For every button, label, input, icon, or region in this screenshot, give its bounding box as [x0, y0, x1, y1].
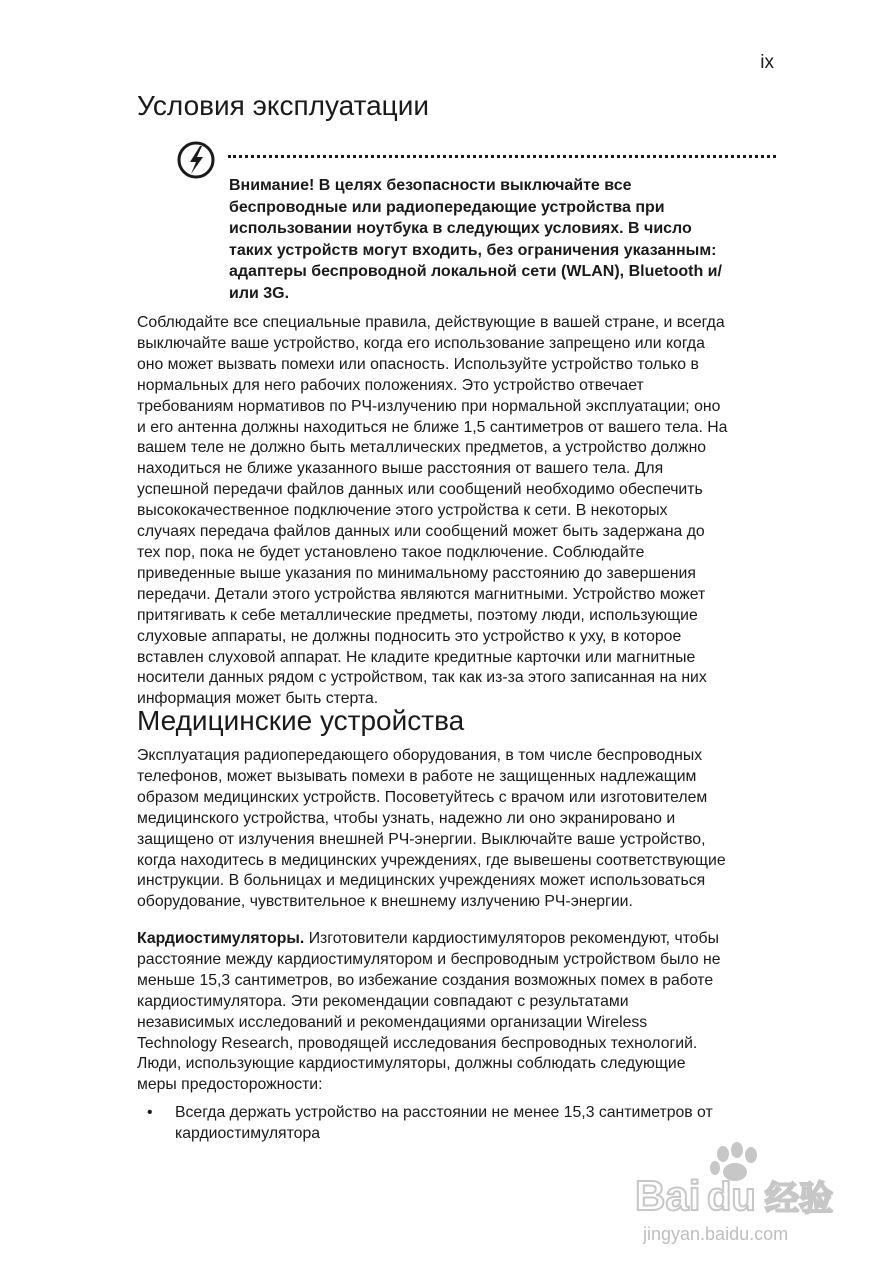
paragraph-line: находиться не ближе указанного выше расстояния от вашего тела. Для: [137, 460, 664, 478]
warning-line: Внимание! В целях безопасности выключайте все: [229, 177, 632, 194]
paragraph-line: слуховые аппараты, не должны подносить это устройство к уху, в которое: [137, 627, 682, 645]
list-item-line: кардиостимулятора: [175, 1125, 321, 1142]
warning-divider: [228, 155, 776, 158]
paragraph-line: расстояние между кардиостимулятором и беспроводным устройством было не: [137, 950, 721, 968]
pacemaker-lead: Кардиостимуляторы.: [137, 930, 305, 947]
warning-lightning-icon: [176, 140, 216, 180]
paragraph-line: Соблюдайте все специальные правила, действующие в вашей стране, и всегда: [137, 314, 725, 331]
medical-paragraph: [137, 746, 777, 913]
watermark-brand-suffix: du: [707, 1175, 756, 1219]
baidu-jingyan-watermark: [625, 1140, 865, 1250]
paragraph-line: нормальных для него рабочих положениях. Это устройство отвечает: [137, 376, 644, 394]
warning-line: адаптеры беспроводной локальной сети (WLAN), Bluetooth и/: [229, 263, 722, 281]
page-number: ix: [760, 52, 774, 73]
pacemaker-first-line: Изготовители кардиостимуляторов рекомендуют, чтобы: [304, 930, 719, 947]
paragraph-line: когда находитесь в медицинских учреждениях, где вывешены соответствующие: [137, 851, 726, 869]
bullet-marker: •: [147, 1104, 153, 1121]
paragraph-line: Люди, использующие кардиостимуляторы, должны соблюдать следующие: [137, 1055, 686, 1073]
paragraph-line: кардиостимулятора. Эти рекомендации совпадают с результатами: [137, 992, 629, 1010]
operating-paragraph: [137, 313, 777, 710]
paragraph-line: меры предосторожности:: [137, 1076, 323, 1094]
paragraph-line: оборудование, чувствительное к внешнему излучению РЧ-энергии.: [137, 893, 633, 911]
paragraph-line: приведенные выше указания по минимальному расстоянию до завершения: [137, 564, 696, 582]
paragraph-line: успешной передачи файлов данных или сообщений необходимо обеспечить: [137, 481, 703, 499]
paragraph-line: тех пор, пока не будет установлено такое подключение. Соблюдайте: [137, 543, 645, 561]
paragraph-line: носители данных рядом с устройством, так как из-за этого записанная на них: [137, 669, 707, 687]
paragraph-line: образом медицинских устройств. Посоветуйтесь с врачом или изготовителем: [137, 788, 708, 806]
paragraph-line: и его антенна должны находиться не ближе 1,5 сантиметров от вашего тела. На: [137, 418, 728, 436]
warning-line: или 3G.: [229, 284, 290, 302]
paragraph-line: требованиям нормативов по РЧ-излучению при нормальной эксплуатации; оно: [137, 397, 721, 415]
warning-line: таких устройств могут входить, без ограничения указанным:: [229, 241, 717, 259]
pacemaker-paragraph: [137, 929, 777, 1096]
section-title-medical-devices: Медицинские устройства: [137, 705, 465, 736]
paragraph-line: передачи. Детали этого устройства являются магнитными. Устройство может: [137, 585, 706, 603]
paragraph-line: меньше 15,3 сантиметров, во избежание создания возможных помех в работе: [137, 971, 714, 989]
paragraph-line: притягивать к себе металлические предметы, поэтому люди, использующие: [137, 606, 698, 624]
list-item-line: Всегда держать устройство на расстоянии не менее 15,3 сантиметров от: [175, 1104, 713, 1121]
warning-text: [229, 175, 789, 305]
watermark-brand-cn: 经验: [765, 1179, 833, 1219]
paragraph-line: информация может быть стерта.: [137, 690, 379, 708]
paragraph-line: независимых исследований и рекомендациями организации Wireless: [137, 1013, 648, 1031]
watermark-brand: Bai: [635, 1172, 701, 1219]
paragraph-line: инструкции. В больницах и медицинских учреждениях может использоваться: [137, 872, 706, 890]
paragraph-line: случаях передача файлов данных или сообщений может быть задержана до: [137, 523, 705, 541]
paragraph-line: защищено от излучения внешней РЧ-энергии. Выключайте ваше устройство,: [137, 830, 706, 848]
paragraph-line: медицинского устройства, чтобы узнать, надежно ли оно экранировано и: [137, 809, 676, 827]
section-title-operating-environment: Условия эксплуатации: [137, 90, 429, 121]
precautions-list: [137, 1102, 787, 1144]
paragraph-line: Эксплуатация радиопередающего оборудования, в том числе беспроводных: [137, 747, 703, 764]
list-item: [137, 1102, 787, 1144]
paragraph-line: Technology Research, проводящей исследования беспроводных технологий.: [137, 1034, 698, 1052]
paragraph-line: [137, 929, 777, 950]
paragraph-line: выключайте ваше устройство, когда его использование запрещено или когда: [137, 334, 705, 352]
paragraph-line: высококачественное подключение этого устройства к сети. В некоторых: [137, 502, 668, 520]
paragraph-line: телефонов, может вызывать помехи в работе не защищенных надлежащим: [137, 767, 697, 785]
warning-line: беспроводные или радиопередающие устройства при: [229, 198, 665, 216]
paragraph-line: вашем теле не должно быть металлических предметов, а устройство должно: [137, 439, 707, 457]
paragraph-line: вставлен слуховой аппарат. Не кладите кредитные карточки или магнитные: [137, 648, 696, 666]
watermark-url: jingyan.baidu.com: [643, 1224, 789, 1244]
warning-line: использовании ноутбука в следующих условиях. В число: [229, 220, 692, 238]
paragraph-line: оно может вызвать помехи или опасность. Используйте устройство только в: [137, 355, 699, 373]
